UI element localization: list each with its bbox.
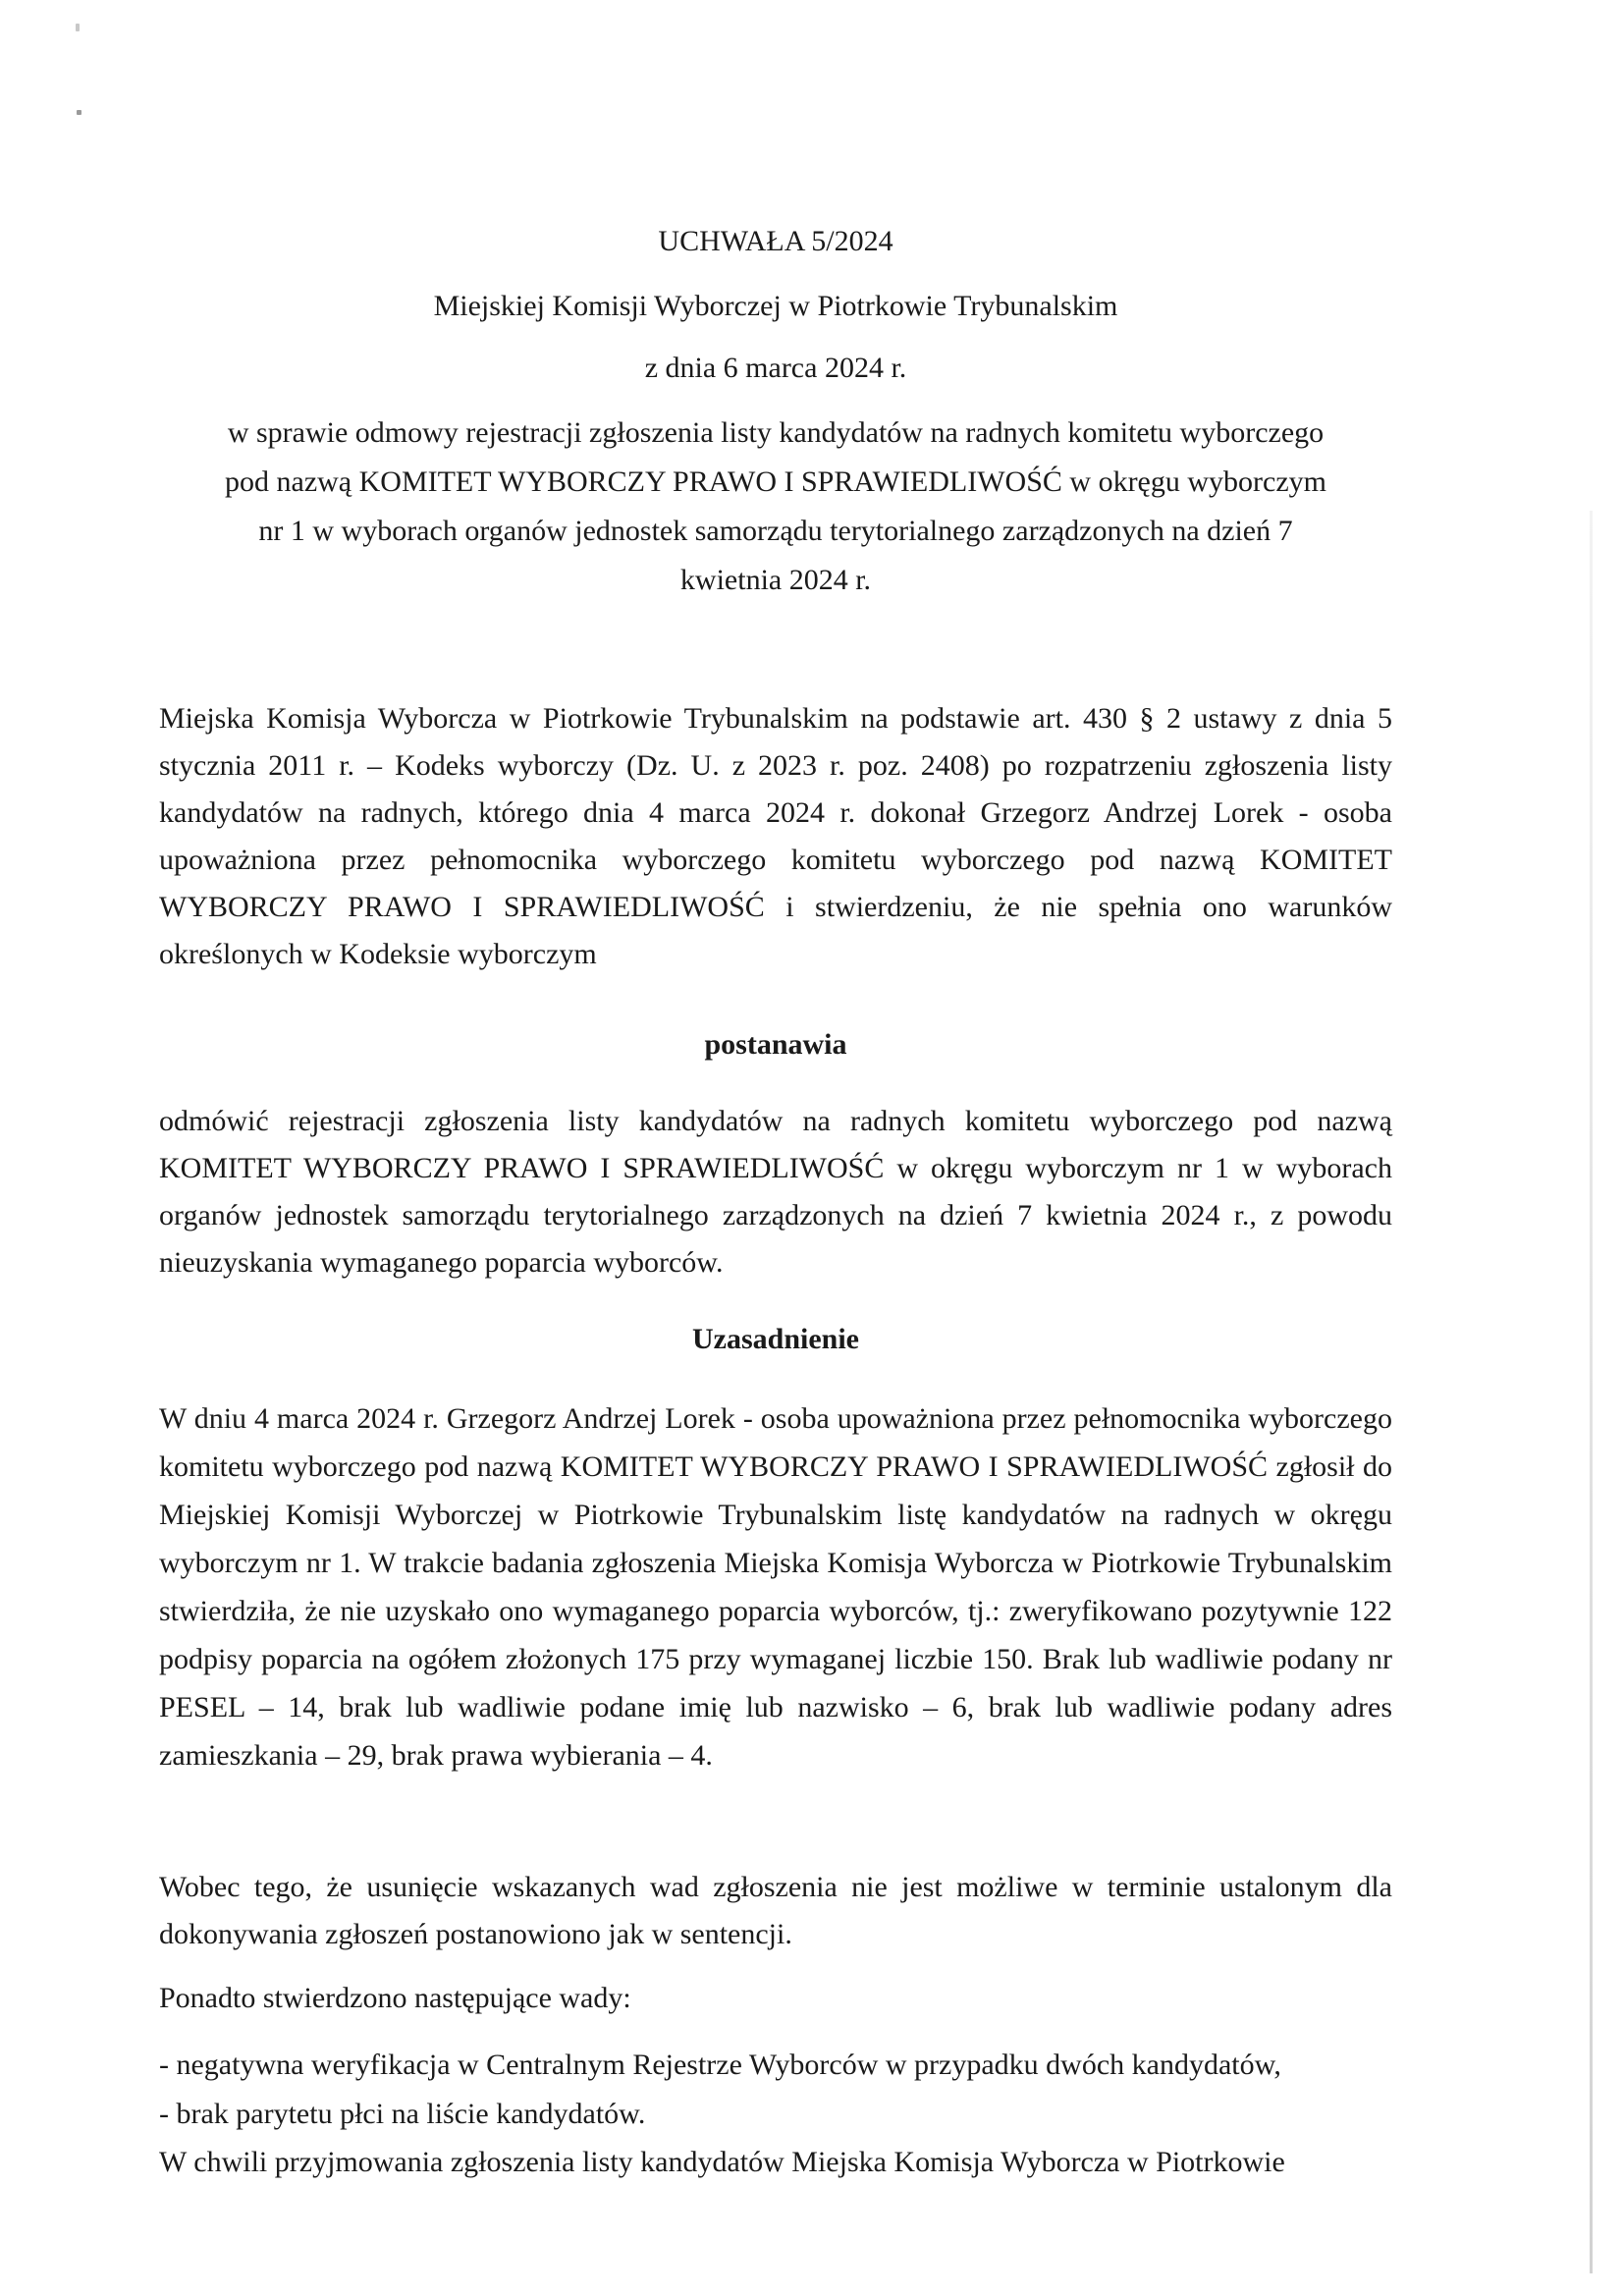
defect-item: - negatywna weryfikacja w Centralnym Rejestrze Wyborców w przypadku dwóch kandydatów, (159, 2049, 1281, 2081)
date-block (159, 345, 1392, 392)
scan-artifact (76, 24, 80, 31)
justification-conclusion (159, 1864, 1392, 1958)
decision-section (159, 1098, 1392, 1286)
justification-paragraph: W chwili przyjmowania zgłoszenia listy kandydatów Miejska Komisja Wyborcza w Piotrkowie (159, 2146, 1285, 2178)
defects-list (159, 2041, 1392, 2139)
defect-item: - brak parytetu płci na liście kandydatów. (159, 2098, 646, 2130)
defects-intro: Ponadto stwierdzono następujące wady: (159, 1982, 631, 2014)
scan-edge-line (1590, 511, 1593, 2273)
justification-section (159, 1394, 1392, 1779)
preamble-paragraph: Miejska Komisja Wyborcza w Piotrkowie Trybunalskim na podstawie art. 430 § 2 ustawy z dnia 5 stycznia 2011 r. – Kodeks wyborczy (Dz. U. z 2023 r. poz. 2408) po rozpatrzeniu zgłoszenia listy kandydatów na radnych, którego dnia 4 marca 2024 r. dokonał Grzegorz Andrzej Lorek - osoba upoważniona przez pełnomocnika wyborczego komitetu wyborczego pod nazwą KOMITET WYBORCZY PRAWO I SPRAWIEDLIWOŚĆ i stwierdzeniu, że nie spełnia ono warunków określonych w Kodeksie wyborczym (159, 702, 1392, 970)
decision-heading-block (159, 1021, 1392, 1068)
resolution-subject (159, 409, 1392, 605)
continuation-paragraph (159, 2139, 1392, 2186)
preamble-section (159, 695, 1392, 978)
resolution-date: z dnia 6 marca 2024 r. (644, 352, 907, 384)
subject-line: w sprawie odmowy rejestracji zgłoszenia listy kandydatów na radnych komitetu wyborczego (227, 416, 1325, 449)
document-header (159, 218, 1392, 265)
justification-heading: Uzasadnienie (691, 1323, 859, 1355)
justification-heading-block (159, 1316, 1392, 1363)
decision-paragraph: odmówić rejestracji zgłoszenia listy kandydatów na radnych komitetu wyborczego pod nazwą KOMITET WYBORCZY PRAWO I SPRAWIEDLIWOŚĆ w okręgu wyborczym nr 1 w wyborach organów jednostek samorządu terytorialnego zarządzonych na dzień 7 kwietnia 2024 r., z powodu nieuzyskania wymaganego poparcia wyborców. (159, 1105, 1392, 1279)
subject-line: nr 1 w wyborach organów jednostek samorządu terytorialnego zarządzonych na dzień 7 (258, 515, 1293, 547)
subject-line: pod nazwą KOMITET WYBORCZY PRAWO I SPRAWIEDLIWOŚĆ w okręgu wyborczym (225, 465, 1326, 498)
issuer-block (159, 283, 1392, 330)
justification-paragraph: Wobec tego, że usunięcie wskazanych wad zgłoszenia nie jest możliwe w terminie ustalonym dla dokonywania zgłoszeń postanowiono jak w sentencji. (159, 1871, 1392, 1950)
justification-paragraph: W dniu 4 marca 2024 r. Grzegorz Andrzej Lorek - osoba upoważniona przez pełnomocnika wyborczego komitetu wyborczego pod nazwą KOMITET WYBORCZY PRAWO I SPRAWIEDLIWOŚĆ zgłosił do Miejskiej Komisji Wyborczej w Piotrkowie Trybunalskim listę kandydatów na radnych w okręgu wyborczym nr 1. W trakcie badania zgłoszenia Miejska Komisja Wyborcza w Piotrkowie Trybunalskim stwierdziła, że nie uzyskało ono wymaganego poparcia wyborców, tj.: zweryfikowano pozytywnie 122 podpisy poparcia na ogółem złożonych 175 przy wymaganej liczbie 150. Brak lub wadliwie podany nr PESEL – 14, brak lub wadliwie podane imię lub nazwisko – 6, brak lub wadliwie podany adres zamieszkania – 29, brak prawa wybierania – 4. (159, 1402, 1392, 1772)
subject-line: kwietnia 2024 r. (679, 564, 872, 596)
decision-heading: postanawia (704, 1028, 847, 1061)
scan-artifact (77, 110, 81, 115)
resolution-title: UCHWAŁA 5/2024 (658, 225, 893, 257)
resolution-issuer: Miejskiej Komisji Wyborczej w Piotrkowie Trybunalskim (433, 290, 1118, 322)
additional-defects-intro (159, 1975, 1392, 2022)
